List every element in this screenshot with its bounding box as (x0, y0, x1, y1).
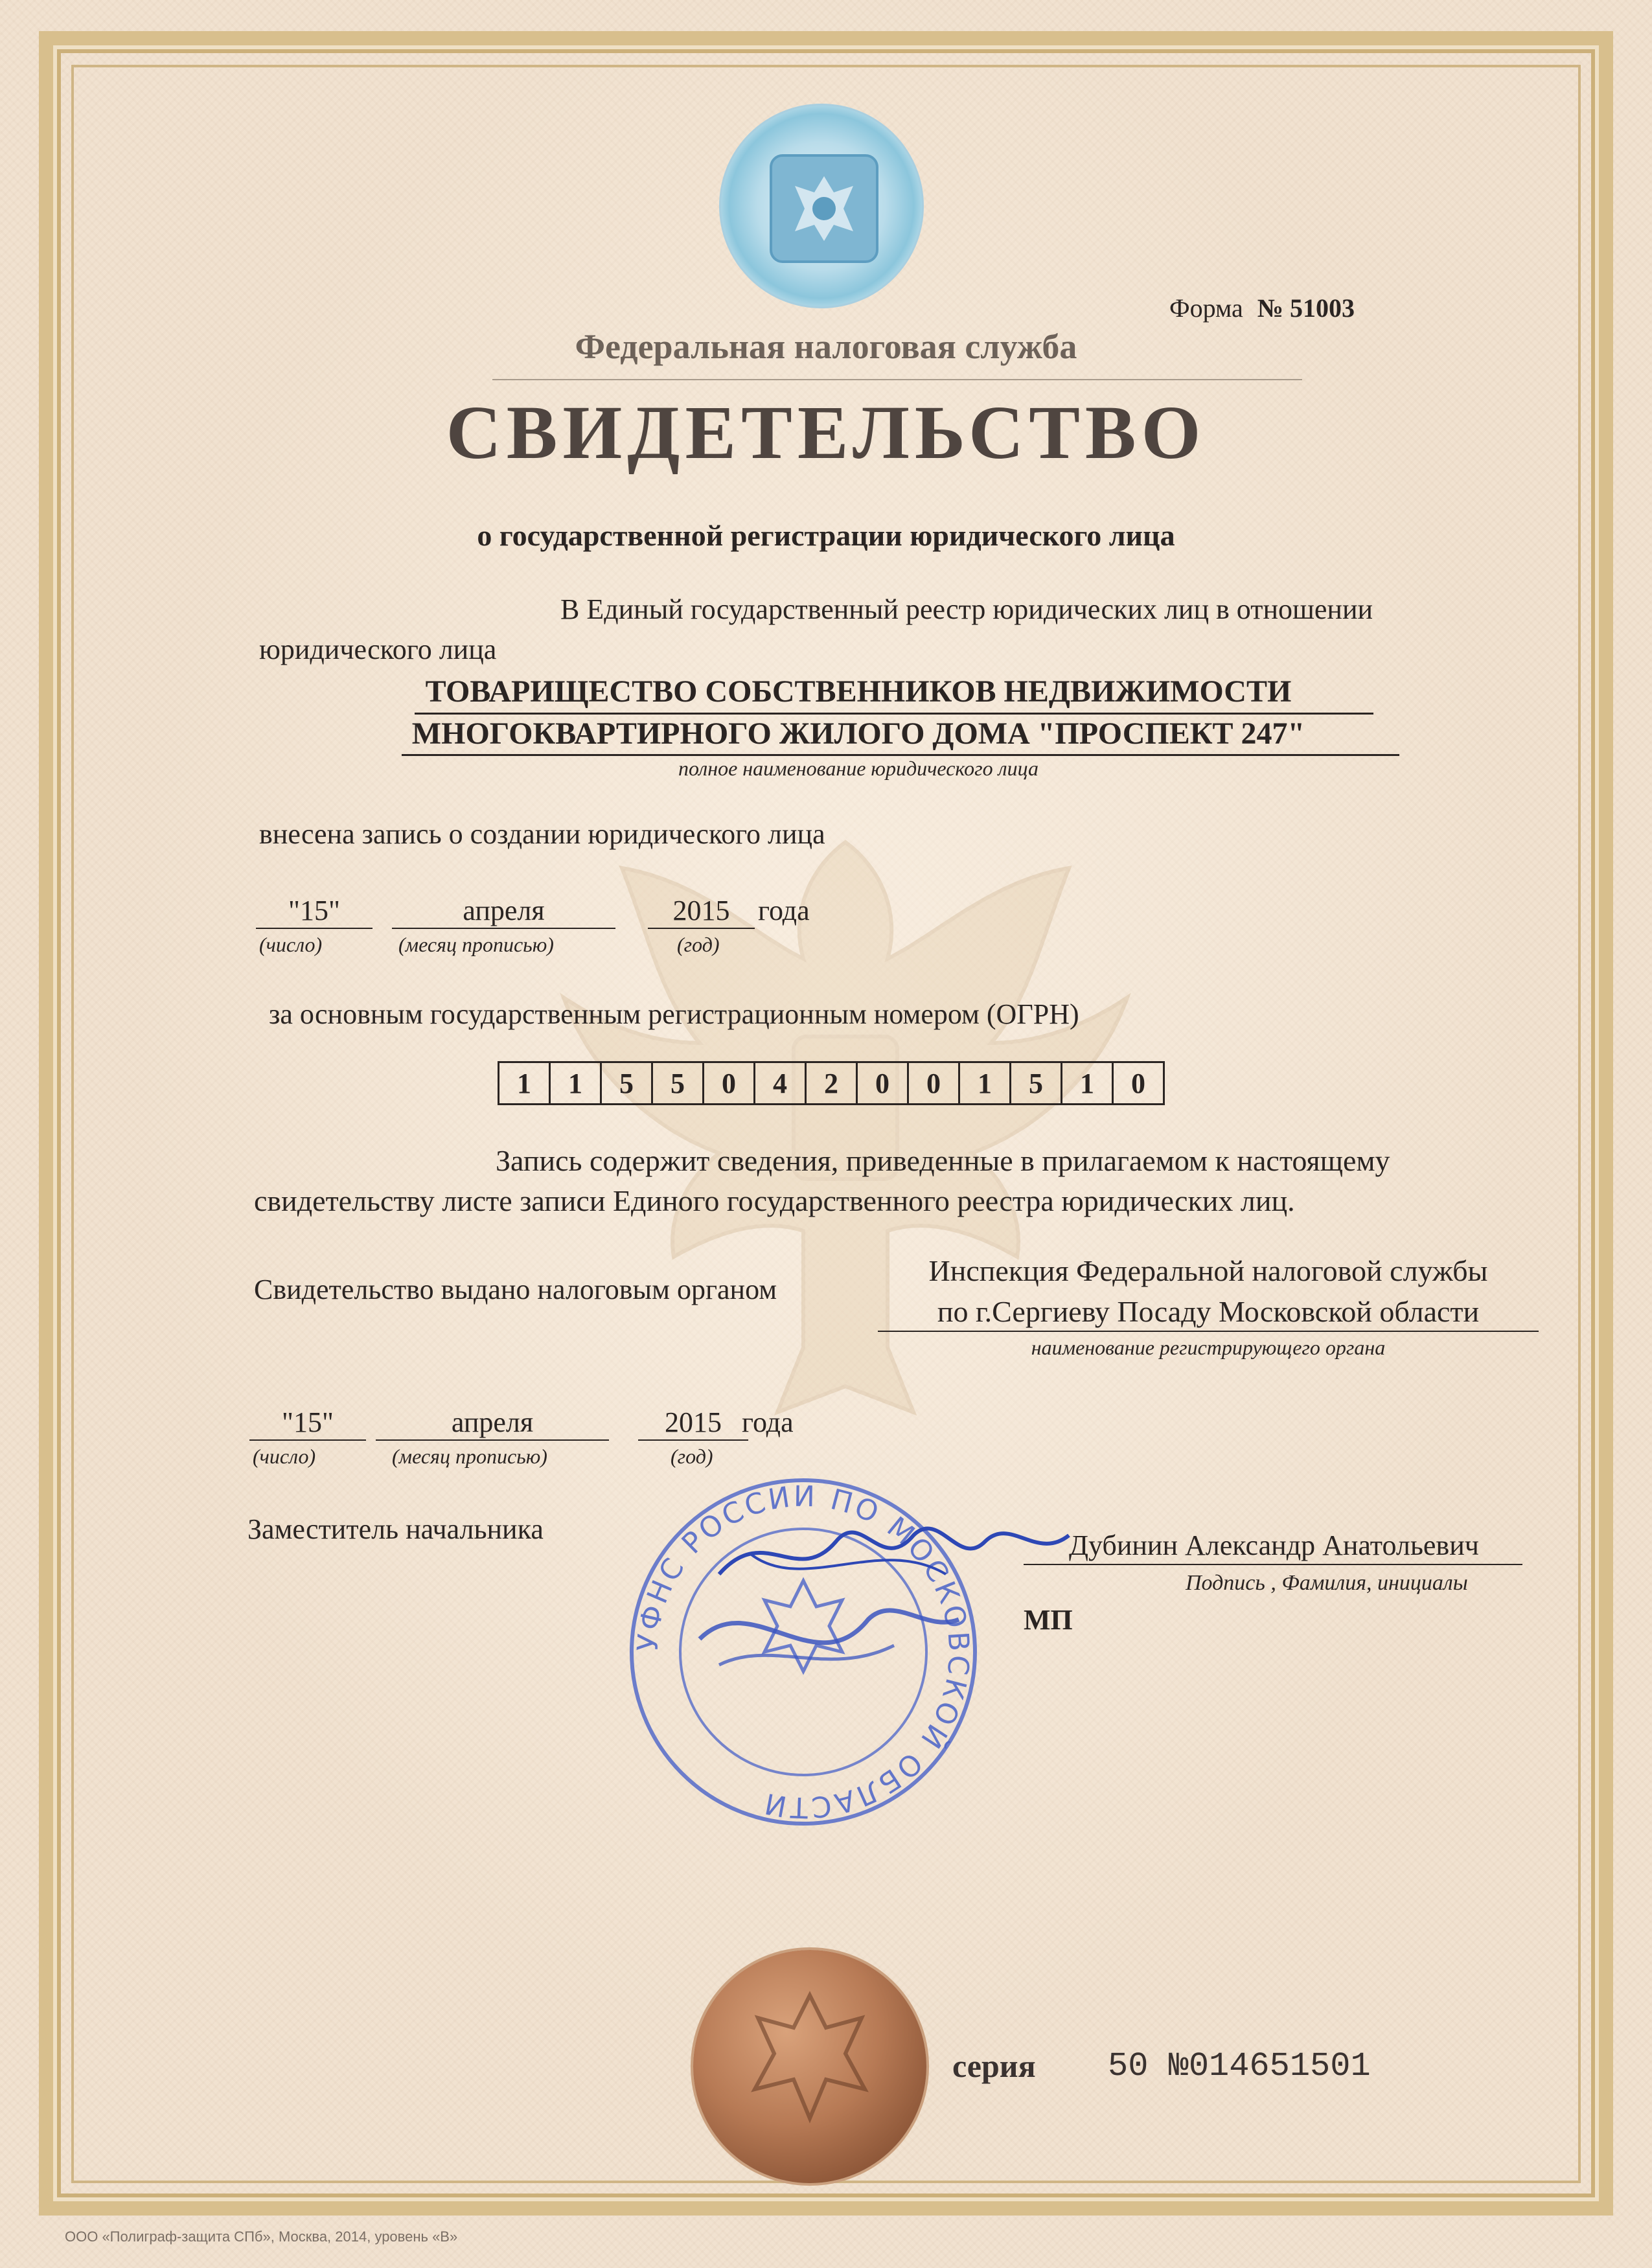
ogrn-digit: 2 (807, 1063, 858, 1103)
ogrn-digit: 0 (1131, 1067, 1145, 1099)
date2-year: 2015 (665, 1406, 722, 1438)
issuer-underline (878, 1331, 1539, 1332)
ogrn-digit: 4 (755, 1063, 807, 1103)
date2-suffix: года (742, 1406, 794, 1438)
signature-icon (713, 1496, 1075, 1613)
entity-name-line-2: МНОГОКВАРТИРНОГО ЖИЛОГО ДОМА "ПРОСПЕКТ 247" (411, 716, 1305, 751)
date2-month-caption: (месяц прописью) (392, 1445, 547, 1468)
ogrn-digit: 1 (499, 1063, 551, 1103)
issuer-caption: наименование регистрирующего органа (1031, 1336, 1386, 1359)
issuer-line-2: по г.Сергиеву Посаду Московской области (937, 1295, 1480, 1328)
gold-seal-icon (693, 1950, 926, 2183)
date1-suffix: года (758, 895, 810, 926)
intro-line-2: юридического лица (259, 634, 497, 665)
series-label: серия (952, 2048, 1036, 2084)
ogrn-digit: 0 (704, 1063, 755, 1103)
series-number: 50 №014651501 (1108, 2047, 1371, 2085)
form-number: № 51003 (1257, 293, 1355, 323)
ogrn-digit: 0 (858, 1063, 909, 1103)
hologram-emblem-icon (719, 104, 924, 308)
subtitle: о государственной регистрации юридического лица (477, 519, 1175, 552)
issuer-line-1: Инспекция Федеральной налоговой службы (928, 1254, 1488, 1287)
intro-line-1: В Единый государственный реестр юридических лиц в отношении (560, 593, 1373, 625)
issued-by-label: Свидетельство выдано налоговым органом (254, 1274, 777, 1305)
record-text: внесена запись о создании юридического лица (259, 818, 825, 850)
form-label-text: Форма (1169, 293, 1243, 323)
date2-day-caption: (число) (253, 1445, 316, 1468)
entity-name-underline-2 (402, 754, 1399, 756)
date1-year-underline (648, 928, 755, 929)
ogrn-digit: 0 (909, 1063, 960, 1103)
date1-month-caption: (месяц прописью) (398, 933, 554, 956)
record-contains-line-1: Запись содержит сведения, приведенные в прилагаемом к настоящему (496, 1144, 1390, 1177)
date1-day: "15" (288, 895, 340, 926)
date1-year-caption: (год) (677, 933, 720, 956)
date1-month-underline (392, 928, 615, 929)
date2-year-caption: (год) (671, 1445, 713, 1468)
eagle-icon (770, 154, 878, 263)
ogrn-box (498, 1061, 1165, 1105)
position-label: Заместитель начальника (247, 1513, 544, 1545)
eagle-watermark-icon (505, 764, 1186, 1477)
ogrn-label: за основным государственным регистрационным номером (ОГРН) (269, 998, 1079, 1030)
page-title: СВИДЕТЕЛЬСТВО (446, 390, 1206, 475)
printer-note: ООО «Полиграф-защита СПб», Москва, 2014, уровень «В» (65, 2228, 458, 2245)
stamp-text: УФНС РОССИИ ПО МОСКОВСКОЙ ОБЛАСТИ (631, 1480, 976, 1824)
signer-underline (1024, 1564, 1522, 1565)
date1-day-underline (256, 928, 373, 929)
signer-caption: Подпись , Фамилия, инициалы (1186, 1571, 1468, 1595)
date2-day-underline (249, 1439, 366, 1441)
date2-year-underline (638, 1439, 748, 1441)
date2-month: апреля (451, 1406, 534, 1438)
date2-day: "15" (282, 1406, 334, 1438)
ogrn-digit: 5 (1011, 1063, 1062, 1103)
ogrn-digit: 5 (602, 1063, 653, 1103)
ogrn-digit: 1 (551, 1063, 602, 1103)
agency-name: Федеральная налоговая служба (575, 327, 1077, 366)
form-label (1169, 293, 1355, 323)
date2-month-underline (376, 1439, 609, 1441)
signer-name: Дубинин Александр Анатольевич (1069, 1529, 1479, 1561)
record-contains-line-2: свидетельству листе записи Единого государственного реестра юридических лиц. (254, 1184, 1295, 1217)
agency-underline (492, 379, 1302, 380)
ogrn-digit: 1 (1062, 1063, 1114, 1103)
ogrn-digit: 5 (653, 1063, 704, 1103)
entity-name-caption: полное наименование юридического лица (678, 757, 1038, 780)
entity-name-line-1: ТОВАРИЩЕСТВО СОБСТВЕННИКОВ НЕДВИЖИМОСТИ (425, 674, 1292, 709)
date1-day-caption: (число) (259, 933, 323, 956)
mp-label: МП (1024, 1604, 1073, 1636)
ogrn-digit: 1 (960, 1063, 1011, 1103)
date1-year: 2015 (672, 895, 730, 926)
entity-name-underline-1 (415, 713, 1373, 715)
date1-month: апреля (463, 895, 545, 926)
